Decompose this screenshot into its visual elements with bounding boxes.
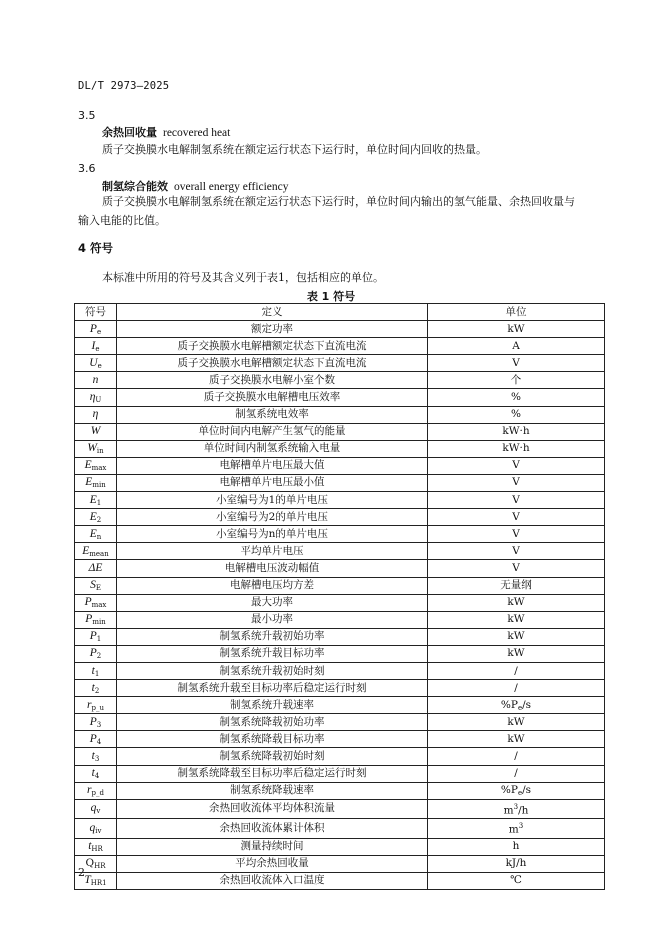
- table-row: [75, 872, 605, 889]
- symbol-base: r: [87, 784, 92, 797]
- symbol-subscript: 3: [94, 754, 100, 763]
- unit-cell: $m^3/h$: [428, 799, 605, 819]
- symbol-cell: [75, 526, 117, 543]
- definition-energy-efficiency-line2: 输入电能的比值。: [78, 214, 166, 227]
- term-en: recovered heat: [163, 127, 231, 139]
- definition-cell: 小室编号为1的单片电压: [117, 492, 428, 509]
- symbol-cell: [75, 611, 117, 628]
- table-row: [75, 799, 605, 819]
- column-header-unit: 单位: [428, 304, 605, 321]
- symbol-cell: [75, 645, 117, 662]
- symbol-cell: [75, 748, 117, 765]
- symbol-base: S: [90, 579, 96, 592]
- symbol-base: T: [84, 874, 91, 887]
- symbol-cell: [75, 819, 117, 839]
- symbol-cell: [75, 355, 117, 372]
- unit-cell: kW: [428, 714, 605, 731]
- table-row: [75, 611, 605, 628]
- symbol-base: t: [91, 681, 95, 694]
- unit-cell: /: [428, 748, 605, 765]
- definition-cell: 质子交换膜水电解小室个数: [117, 372, 428, 389]
- symbol-subscript: min: [92, 618, 106, 627]
- definition-cell: 测量持续时间: [117, 838, 428, 855]
- definition-cell: 制氢系统降载初始功率: [117, 714, 428, 731]
- symbol-base: E: [84, 459, 92, 472]
- symbol-cell: [75, 799, 117, 819]
- symbol-base: t: [91, 749, 95, 762]
- unit-cell: %: [428, 389, 605, 406]
- table-row: [75, 474, 605, 491]
- definition-cell: 平均单片电压: [117, 543, 428, 560]
- symbol-cell: [75, 594, 117, 611]
- table-row: [75, 782, 605, 799]
- symbol-cell: [75, 406, 117, 423]
- table-row: [75, 838, 605, 855]
- table-row: [75, 714, 605, 731]
- definition-cell: 余热回收流体入口温度: [117, 872, 428, 889]
- table-row: [75, 594, 605, 611]
- symbol-subscript: HR: [91, 845, 103, 854]
- term-recovered-heat: [102, 124, 230, 140]
- unit-cell: V: [428, 560, 605, 577]
- unit-cell: 无量纲: [428, 577, 605, 594]
- table-row: [75, 748, 605, 765]
- symbol-subscript: U: [95, 396, 102, 405]
- symbol-base: P: [89, 732, 97, 745]
- symbol-cell: [75, 338, 117, 355]
- symbol-cell: [75, 423, 117, 440]
- column-header-symbol: 符号: [75, 304, 117, 321]
- unit-cell: V: [428, 474, 605, 491]
- definition-cell: 单位时间内制氢系统输入电量: [117, 440, 428, 457]
- symbol-subscript: 2: [94, 686, 100, 695]
- symbol-base: ΔE: [88, 561, 103, 574]
- definition-cell: 制氢系统降载目标功率: [117, 731, 428, 748]
- table-row: [75, 543, 605, 560]
- table-row: [75, 662, 605, 679]
- symbol-subscript: 1: [96, 635, 102, 644]
- unit-cell: V: [428, 509, 605, 526]
- symbol-subscript: e: [97, 361, 102, 370]
- table-row: [75, 372, 605, 389]
- definition-cell: 小室编号为n的单片电压: [117, 526, 428, 543]
- unit-cell: /: [428, 662, 605, 679]
- table-row: [75, 560, 605, 577]
- symbol-cell: [75, 680, 117, 697]
- table-row: [75, 697, 605, 714]
- definition-cell: 小室编号为2的单片电压: [117, 509, 428, 526]
- symbol-base: E: [89, 527, 97, 540]
- symbol-subscript: 2: [96, 652, 102, 661]
- symbol-base: Q: [85, 857, 95, 870]
- definition-cell: 制氢系统升载初始时刻: [117, 662, 428, 679]
- unit-cell: kW·h: [428, 423, 605, 440]
- symbol-base: n: [92, 373, 99, 386]
- symbol-base: η: [92, 408, 99, 421]
- symbol-cell: [75, 457, 117, 474]
- section-number-3-5: 3.5: [78, 109, 96, 122]
- symbol-subscript: v: [96, 807, 101, 816]
- table-header-row: [75, 304, 605, 321]
- symbol-cell: [75, 474, 117, 491]
- table-row: [75, 731, 605, 748]
- symbols-intro: 本标准中所用的符号及其含义列于表1，包括相应的单位。: [102, 271, 384, 284]
- symbol-base: t: [91, 767, 95, 780]
- symbol-base: P: [89, 715, 97, 728]
- symbol-cell: [75, 492, 117, 509]
- symbol-base: P: [89, 630, 97, 643]
- symbol-subscript: e: [96, 327, 102, 336]
- symbol-subscript: max: [91, 601, 107, 610]
- symbol-subscript: iv: [95, 826, 102, 835]
- definition-cell: 制氢系统升载速率: [117, 697, 428, 714]
- symbol-cell: [75, 372, 117, 389]
- definition-cell: 制氢系统升载至目标功率后稳定运行时刻: [117, 680, 428, 697]
- table-row: [75, 321, 605, 338]
- symbol-base: P: [89, 647, 97, 660]
- symbol-subscript: HR1: [90, 879, 107, 888]
- unit-cell: /: [428, 765, 605, 782]
- definition-cell: 电解槽电压均方差: [117, 577, 428, 594]
- symbol-cell: [75, 628, 117, 645]
- symbol-subscript: mean: [89, 549, 109, 558]
- unit-cell: kW: [428, 645, 605, 662]
- definition-recovered-heat: 质子交换膜水电解制氢系统在额定运行状态下运行时，单位时间内回收的热量。: [102, 143, 487, 156]
- symbol-cell: [75, 321, 117, 338]
- table-row: [75, 577, 605, 594]
- definition-cell: 质子交换膜水电解槽额定状态下直流电流: [117, 338, 428, 355]
- definition-cell: 质子交换膜水电解槽电压效率: [117, 389, 428, 406]
- symbol-cell: [75, 440, 117, 457]
- section-heading-symbols: 4 符号: [78, 241, 114, 255]
- symbol-base: P: [89, 322, 97, 335]
- symbol-cell: [75, 543, 117, 560]
- unit-cell: V: [428, 457, 605, 474]
- symbol-base: E: [89, 510, 97, 523]
- unit-cell: kW: [428, 611, 605, 628]
- unit-cell: kW: [428, 731, 605, 748]
- definition-cell: 额定功率: [117, 321, 428, 338]
- symbol-subscript: HR: [94, 862, 106, 871]
- symbol-base: U: [89, 356, 98, 369]
- symbol-cell: [75, 765, 117, 782]
- symbol-base: P: [84, 596, 92, 609]
- symbol-subscript: max: [91, 464, 107, 473]
- symbol-base: E: [89, 493, 97, 506]
- symbol-cell: [75, 782, 117, 799]
- unit-cell: kJ/h: [428, 855, 605, 872]
- table-row: [75, 855, 605, 872]
- symbol-base: t: [88, 840, 92, 853]
- table-row: [75, 423, 605, 440]
- document-id: DL/T 2973—2025: [78, 80, 170, 92]
- symbol-subscript: 1: [94, 669, 100, 678]
- definition-cell: 单位时间内电解产生氢气的能量: [117, 423, 428, 440]
- symbol-subscript: p_d: [91, 789, 104, 798]
- symbol-base: η: [89, 391, 96, 404]
- table-row: [75, 509, 605, 526]
- table-row: [75, 526, 605, 543]
- symbol-cell: [75, 560, 117, 577]
- symbol-cell: [75, 662, 117, 679]
- unit-cell: kW·h: [428, 440, 605, 457]
- unit-cell: V: [428, 543, 605, 560]
- symbol-cell: [75, 389, 117, 406]
- definition-cell: 质子交换膜水电解槽额定状态下直流电流: [117, 355, 428, 372]
- definition-cell: 制氢系统降载初始时刻: [117, 748, 428, 765]
- unit-cell: %: [428, 406, 605, 423]
- unit-cell: kW: [428, 628, 605, 645]
- unit-cell: kW: [428, 594, 605, 611]
- unit-cell: $\%P_e/s$: [428, 697, 605, 714]
- section-number-3-6: 3.6: [78, 162, 96, 175]
- definition-cell: 制氢系统升载目标功率: [117, 645, 428, 662]
- unit-cell: /: [428, 680, 605, 697]
- symbol-base: P: [85, 613, 93, 626]
- symbol-base: t: [91, 664, 95, 677]
- symbol-cell: [75, 838, 117, 855]
- unit-cell: V: [428, 526, 605, 543]
- definition-cell: 余热回收流体平均体积流量: [117, 799, 428, 819]
- unit-cell: $\%P_e/s$: [428, 782, 605, 799]
- unit-cell: kW: [428, 321, 605, 338]
- definition-cell: 制氢系统升载初始功率: [117, 628, 428, 645]
- table-row: [75, 457, 605, 474]
- term-cn: 制氢综合能效: [102, 180, 168, 193]
- symbol-subscript: e: [95, 344, 100, 353]
- definition-cell: 电解槽单片电压最小值: [117, 474, 428, 491]
- unit-cell: V: [428, 355, 605, 372]
- definition-cell: 制氢系统电效率: [117, 406, 428, 423]
- table-row: [75, 389, 605, 406]
- unit-cell: 个: [428, 372, 605, 389]
- definition-energy-efficiency-line1: 质子交换膜水电解制氢系统在额定运行状态下运行时，单位时间内输出的氢气能量、余热回收量与: [102, 195, 575, 208]
- term-en: overall energy efficiency: [174, 181, 289, 193]
- symbol-base: E: [82, 544, 90, 557]
- definition-cell: 最大功率: [117, 594, 428, 611]
- unit-cell: $m^3$: [428, 819, 605, 839]
- symbol-subscript: 4: [96, 737, 102, 746]
- symbol-subscript: 4: [94, 772, 100, 781]
- symbol-subscript: p_u: [91, 703, 104, 712]
- column-header-definition: 定义: [117, 304, 428, 321]
- table-row: [75, 492, 605, 509]
- definition-cell: 余热回收流体累计体积: [117, 819, 428, 839]
- table-row: [75, 819, 605, 839]
- definition-cell: 最小功率: [117, 611, 428, 628]
- symbol-cell: [75, 577, 117, 594]
- symbol-base: E: [85, 476, 93, 489]
- symbols-table: [74, 303, 605, 890]
- table-row: [75, 406, 605, 423]
- symbol-subscript: 1: [96, 498, 102, 507]
- definition-cell: 电解槽电压波动幅值: [117, 560, 428, 577]
- symbol-subscript: min: [92, 481, 106, 490]
- table-caption: 表 1 符号: [306, 290, 356, 303]
- symbol-cell: [75, 714, 117, 731]
- table-row: [75, 765, 605, 782]
- symbol-subscript: n: [96, 532, 102, 541]
- table-row: [75, 338, 605, 355]
- unit-cell: h: [428, 838, 605, 855]
- table-row: [75, 628, 605, 645]
- table-row: [75, 440, 605, 457]
- symbol-subscript: in: [96, 447, 104, 456]
- symbol-subscript: E: [95, 584, 101, 593]
- symbol-base: W: [90, 425, 101, 438]
- term-cn: 余热回收量: [102, 126, 157, 139]
- definition-cell: 制氢系统降载至目标功率后稳定运行时刻: [117, 765, 428, 782]
- symbol-base: q: [90, 802, 97, 815]
- definition-cell: 电解槽单片电压最大值: [117, 457, 428, 474]
- unit-cell: A: [428, 338, 605, 355]
- page-number: 2: [78, 866, 85, 879]
- symbol-subscript: 3: [96, 720, 102, 729]
- symbol-base: q: [89, 821, 96, 834]
- table-row: [75, 355, 605, 372]
- symbol-base: I: [91, 339, 96, 352]
- symbol-base: r: [87, 698, 92, 711]
- symbol-cell: [75, 731, 117, 748]
- definition-cell: 制氢系统降载速率: [117, 782, 428, 799]
- table-row: [75, 645, 605, 662]
- table-row: [75, 680, 605, 697]
- unit-cell: ℃: [428, 872, 605, 889]
- symbol-cell: [75, 509, 117, 526]
- unit-cell: V: [428, 492, 605, 509]
- symbol-subscript: 2: [96, 515, 102, 524]
- symbol-cell: [75, 697, 117, 714]
- symbol-base: W: [87, 442, 97, 455]
- definition-cell: 平均余热回收量: [117, 855, 428, 872]
